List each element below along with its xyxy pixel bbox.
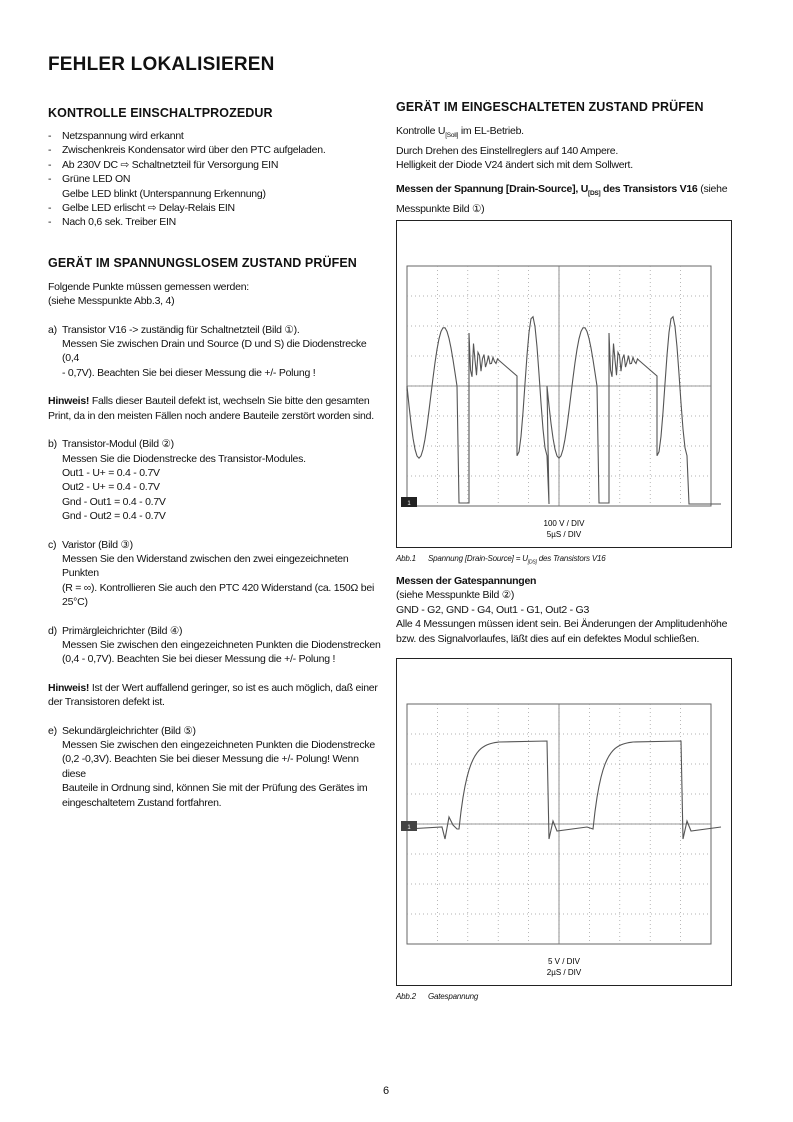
list-item-continuation: Gelbe LED blinkt (Unterspannung Erkennung) [62,187,266,200]
step-label: c) [48,538,57,551]
caption-text: Spannung [Drain-Source] = U [428,554,528,563]
list-item: - Gelbe LED erlischt ⇨ Delay-Relais EIN [48,201,382,215]
messen-gatespannung-text [396,574,741,646]
hinweis-note [48,394,382,423]
step-text: Messen Sie zwischen Drain und Source (D und S) die Diodenstrecke (0,4 [62,338,367,365]
step-text: Primärgleichrichter (Bild ④) [62,624,183,637]
step-text: Varistor (Bild ③) [62,538,133,551]
volts-per-div: 5 V / DIV [547,957,581,966]
messen-spannung-line [396,182,741,202]
messen-spannung-text [396,182,741,216]
step-a [48,323,382,381]
caption-text: Gatespannung [428,992,479,1001]
figure-caption-1 [396,554,606,566]
step-text: Transistor-Modul (Bild ②) [62,438,174,451]
step-d [48,624,382,667]
channel-marker-label: 1 [407,825,411,831]
kontrolle-post: im EL-Betrieb. [458,125,524,137]
list-item: - Nach 0,6 sek. Treiber EIN [48,215,382,229]
step-text: Bauteile in Ordnung sind, können Sie mit der Prüfung des Gerätes im [62,782,368,795]
list-item: - Netzspannung wird erkannt [48,129,382,143]
page-number: 6 [383,1085,390,1097]
einschaltprozedur-list [48,129,382,230]
messen-post: des Transistors V16 [600,183,698,195]
step-c [48,538,382,610]
gatespannung-line: (siehe Messpunkte Bild ②) [396,589,515,602]
oscilloscope-figure-1 [396,220,732,548]
hinweis-label: Hinweis! [48,395,90,408]
scope-grid [407,266,711,506]
messen-spannung-line: Messpunkte Bild ①) [396,202,485,215]
step-text: 25°C) [62,596,88,609]
section-heading-spannungslos: GERÄT IM SPANNUNGSLOSEM ZUSTAND PRÜFEN [48,255,357,270]
list-item: - Ab 230V DC ⇨ Schaltnetzteil für Versorgung EIN [48,158,382,172]
step-text: (R = ∞). Kontrollieren Sie auch den PTC 420 Widerstand (ca. 150Ω bei [62,581,375,594]
oscilloscope-screen-2 [397,659,731,985]
step-label: e) [48,724,57,737]
caption-label: Abb.2 [396,992,416,1001]
messen-pre: Messen der Spannung [Drain-Source], U [396,183,589,195]
time-per-div: 5µS / DIV [546,530,582,539]
caption-sub: [DS] [527,559,537,566]
page-title: FEHLER LOKALISIEREN [48,54,275,75]
volts-per-div: 100 V / DIV [543,519,585,528]
list-item: - Grüne LED ON [48,172,382,186]
kontrolle-line: Durch Drehen des Einstellreglers auf 140 Ampere. [396,144,619,157]
kontrolle-pre: Kontrolle U [396,125,446,137]
gatespannung-line: Alle 4 Messungen müssen ident sein. Bei Änderungen der Amplitudenhöhe [396,618,728,631]
list-item: - Zwischenkreis Kondensator wird über den PTC aufgeladen. [48,143,382,157]
step-label: b) [48,438,57,451]
section-heading-eingeschaltet: GERÄT IM EINGESCHALTETEN ZUSTAND PRÜFEN [396,100,704,114]
time-per-div: 2µS / DIV [546,968,582,977]
gatespannung-line: bzw. des Signalvorlaufes, läßt dies auf ein defektes Modul schließen. [396,632,700,645]
channel-marker-label: 1 [407,501,411,507]
messen-tail: (siehe [697,183,728,195]
oscilloscope-screen-1 [397,221,731,547]
hinweis-label: Hinweis! [48,681,90,694]
step-text: (0,4 - 0,7V). Beachten Sie bei dieser Messung die +/- Polung ! [62,653,336,666]
step-b [48,437,382,523]
hinweis-note [48,681,382,710]
step-text: Sekundärgleichrichter (Bild ⑤) [62,724,196,737]
kontrolle-sub: [Soll] [445,132,459,140]
measurement-value: Gnd - Out2 = 0.4 - 0.7V [62,510,166,523]
caption-text-post: des Transistors V16 [536,554,606,563]
step-text: eingeschaltetem Zustand fortfahren. [62,796,222,809]
step-text: Messen Sie die Diodenstrecke des Transistor-Modules. [62,452,306,465]
spannungslos-body [48,280,382,810]
messen-sub: [DS] [588,190,601,198]
caption-label: Abb.1 [396,554,416,563]
section-heading-einschaltprozedur: KONTROLLE EINSCHALTPROZEDUR [48,106,273,120]
step-label: a) [48,323,57,336]
measurement-value: Out2 - U+ = 0.4 - 0.7V [62,481,160,494]
step-text: (0,2 -0,3V). Beachten Sie bei dieser Messung die +/- Polung! Wenn diese [62,753,359,780]
step-text: Messen Sie zwischen den eingezeichneten Punkten die Diodenstrecken [62,638,381,651]
oscilloscope-figure-2 [396,658,732,986]
step-text: Messen Sie zwischen den eingezeichneten Punkten die Diodenstrecke [62,739,375,751]
step-e [48,724,382,810]
step-text: Transistor V16 -> zuständig für Schaltnetzteil (Bild ①). [62,323,300,336]
intro-text: Folgende Punkte müssen gemessen werden: [48,280,249,293]
hinweis-text: Ist der Wert auffallend geringer, so ist es auch möglich, daß einer der Transistoren defekt ist. [48,681,378,709]
step-text: Messen Sie den Widerstand zwischen den zwei eingezeichneten Punkten [62,552,349,580]
left-column [48,106,382,810]
measurement-value: Gnd - Out1 = 0.4 - 0.7V [62,495,166,508]
step-label: d) [48,624,57,637]
step-text: - 0,7V). Beachten Sie bei dieser Messung die +/- Polung ! [62,366,316,379]
kontrolle-text [396,124,736,172]
hinweis-text: Falls dieser Bauteil defekt ist, wechseln Sie bitte den gesamten Print, da in den meisten Fällen noch andere Bauteile zerstört worden sind. [48,395,374,422]
gatespannung-heading: Messen der Gatespannungen [396,575,537,587]
intro-text: (siehe Messpunkte Abb.3, 4) [48,295,175,308]
gatespannung-line: GND - G2, GND - G4, Out1 - G1, Out2 - G3 [396,603,590,616]
kontrolle-line [396,124,736,144]
figure-caption-2 [396,992,478,1001]
measurement-value: Out1 - U+ = 0.4 - 0.7V [62,466,160,479]
kontrolle-line: Helligkeit der Diode V24 ändert sich mit dem Sollwert. [396,158,633,171]
